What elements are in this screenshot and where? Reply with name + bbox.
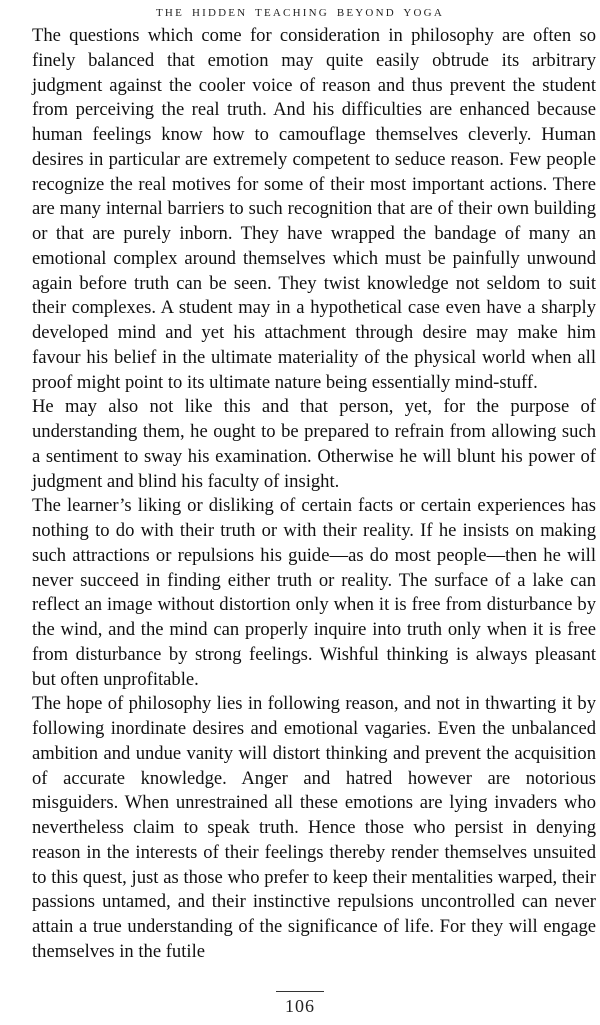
paragraph-4: The hope of philosophy lies in following reason, and not in thwarting it by following inordinate desires and emotional vagaries. Even the unbalanced ambition and undue vanity will distort thinking and prevent the acquisition of accurate knowledge. Anger and hatred however are notorious misguiders. When unrestrained all these emotions are lying invaders who nevertheless claim to speak truth. Hence those who persist in denying reason in the interests of their feelings thereby render themselves unsuited to this quest, just as those who prefer to keep their mentalities warped, their passions untamed, and their instinctive repulsions uncontrolled can never attain a true understanding of the significance of life. For they will engage themselves in the futile: [32, 693, 596, 962]
paragraph-3: The learner’s liking or disliking of certain facts or certain experiences has nothing to do with their truth or with their reality. If he insists on making such attractions or repulsions his guide—as do most people—then he will never succeed in finding either truth or reality. The surface of a lake can reflect an image without distortion only when it is free from disturbance by the wind, and the mind can properly inquire into truth only when it is free from disturbance by strong feelings. Wishful thinking is always pleasant but often unprofitable.: [32, 495, 596, 690]
paragraph-2: He may also not like this and that person, yet, for the purpose of understanding them, he ought to be prepared to refrain from allowing such a sentiment to sway his examination. Otherwise he will blunt his power of judgment and blind his faculty of insight.: [32, 396, 596, 492]
body-text: [32, 24, 596, 965]
paragraph-1: The questions which come for consideration in philosophy are often so finely balanced that emotion may quite easily obtrude its arbitrary judgment against the cooler voice of reason and thus prevent the student from perceiving the real truth. And his difficulties are enhanced because human feelings know how to camouflage themselves cleverly. Human desires in particular are extremely competent to seduce reason. Few people recognize the real motives for some of their most important actions. There are many internal barriers to such recognition that are of their own building or that are purely inborn. They have wrapped the bandage of many an emotional complex around themselves which must be painfully unwound again before truth can be seen. They twist knowledge not seldom to suit their complexes. A student may in a hypothetical case even have a sharply developed mind and yet his attachment through desire may make him favour his belief in the ultimate materiality of the physical world when all proof might point to its ultimate nature being essentially mind-stuff.: [32, 25, 596, 393]
page-number: 106: [285, 996, 315, 1016]
folio-rule: [276, 991, 324, 992]
running-head: THE HIDDEN TEACHING BEYOND YOGA: [156, 7, 444, 19]
